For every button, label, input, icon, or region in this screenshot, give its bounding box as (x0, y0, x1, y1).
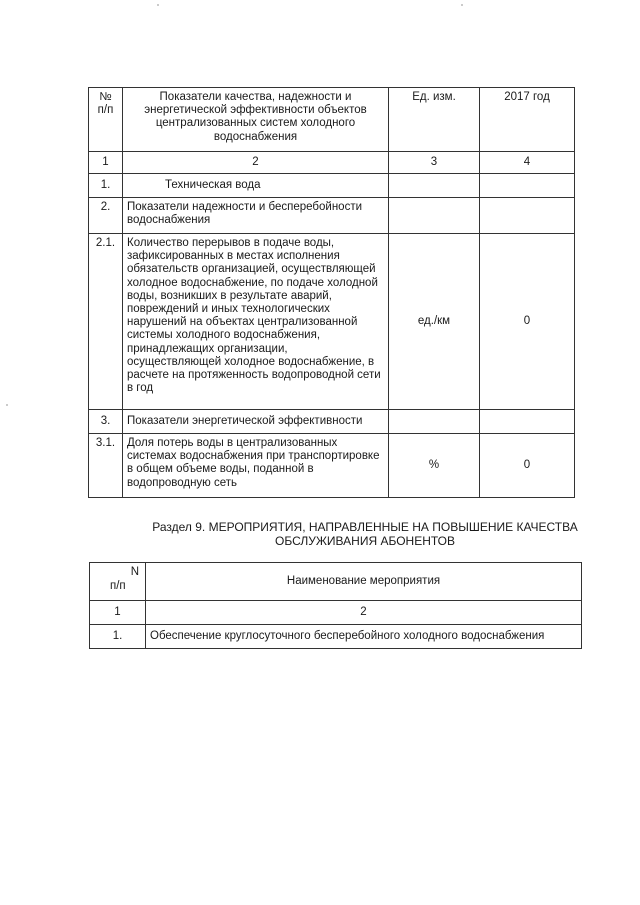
quality-indicators-table (88, 87, 575, 498)
header-num: № п/п (89, 88, 123, 152)
column-numbers-row (89, 152, 575, 174)
row-value (480, 410, 575, 434)
row-text: Техническая вода (123, 174, 389, 198)
measures-table (89, 562, 582, 649)
row-value: 0 (480, 434, 575, 498)
row-num: 1. (90, 625, 146, 649)
col-number: 2 (146, 601, 582, 625)
scan-speck (6, 404, 8, 406)
header-n: N (130, 566, 139, 578)
row-unit: ед./км (389, 234, 480, 410)
row-value (480, 174, 575, 198)
table-row (89, 234, 575, 410)
row-value (480, 198, 575, 234)
row-num: 3.1. (89, 434, 123, 498)
header-unit: Ед. изм. (389, 88, 480, 152)
scan-speck (461, 4, 463, 6)
row-unit: % (389, 434, 480, 498)
row-num: 2. (89, 198, 123, 234)
row-unit (389, 410, 480, 434)
header-pp: п/п (110, 580, 126, 592)
table-row (89, 198, 575, 234)
row-value: 0 (480, 234, 575, 410)
table-header-row (90, 563, 582, 601)
col-number: 1 (89, 152, 123, 174)
row-text: Показатели надежности и бесперебойности водоснабжения (123, 198, 389, 234)
row-num: 2.1. (89, 234, 123, 410)
row-text: Доля потерь воды в централизованных системах водоснабжения при транспортировке в общем объеме воды, поданной в водопроводную сеть (123, 434, 389, 498)
col-number: 3 (389, 152, 480, 174)
column-numbers-row (90, 601, 582, 625)
table-header-row (89, 88, 575, 152)
row-unit (389, 174, 480, 198)
header-num (90, 563, 146, 601)
header-measure-name: Наименование мероприятия (146, 563, 582, 601)
col-number: 1 (90, 601, 146, 625)
table-row (89, 174, 575, 198)
col-number: 2 (123, 152, 389, 174)
col-number: 4 (480, 152, 575, 174)
table-row (90, 625, 582, 649)
row-text: Показатели энергетической эффективности (123, 410, 389, 434)
header-year: 2017 год (480, 88, 575, 152)
row-unit (389, 198, 480, 234)
row-text: Количество перерывов в подаче воды, зафиксированных в местах исполнения обязательств организацией, осуществляющей холодное водоснабжение, по подаче холодной воды, возникших в результате аварий, повреждений и иных технологических нарушений на объектах централизованной системы холодного водоснабжения, принадлежащих организации, осуществляющей холодное водоснабжение, в расчете на протяженность водопроводной сети в год (123, 234, 389, 410)
section-9-title: Раздел 9. МЕРОПРИЯТИЯ, НАПРАВЛЕННЫЕ НА ПОВЫШЕНИЕ КАЧЕСТВА ОБСЛУЖИВАНИЯ АБОНЕНТОВ (152, 520, 578, 548)
table-row (89, 410, 575, 434)
row-text: Обеспечение круглосуточного бесперебойного холодного водоснабжения (146, 625, 582, 649)
row-num: 3. (89, 410, 123, 434)
header-indicator: Показатели качества, надежности и энергетической эффективности объектов централизованных систем холодного водоснабжения (123, 88, 389, 152)
row-num: 1. (89, 174, 123, 198)
table-row (89, 434, 575, 498)
scan-speck (157, 4, 159, 6)
